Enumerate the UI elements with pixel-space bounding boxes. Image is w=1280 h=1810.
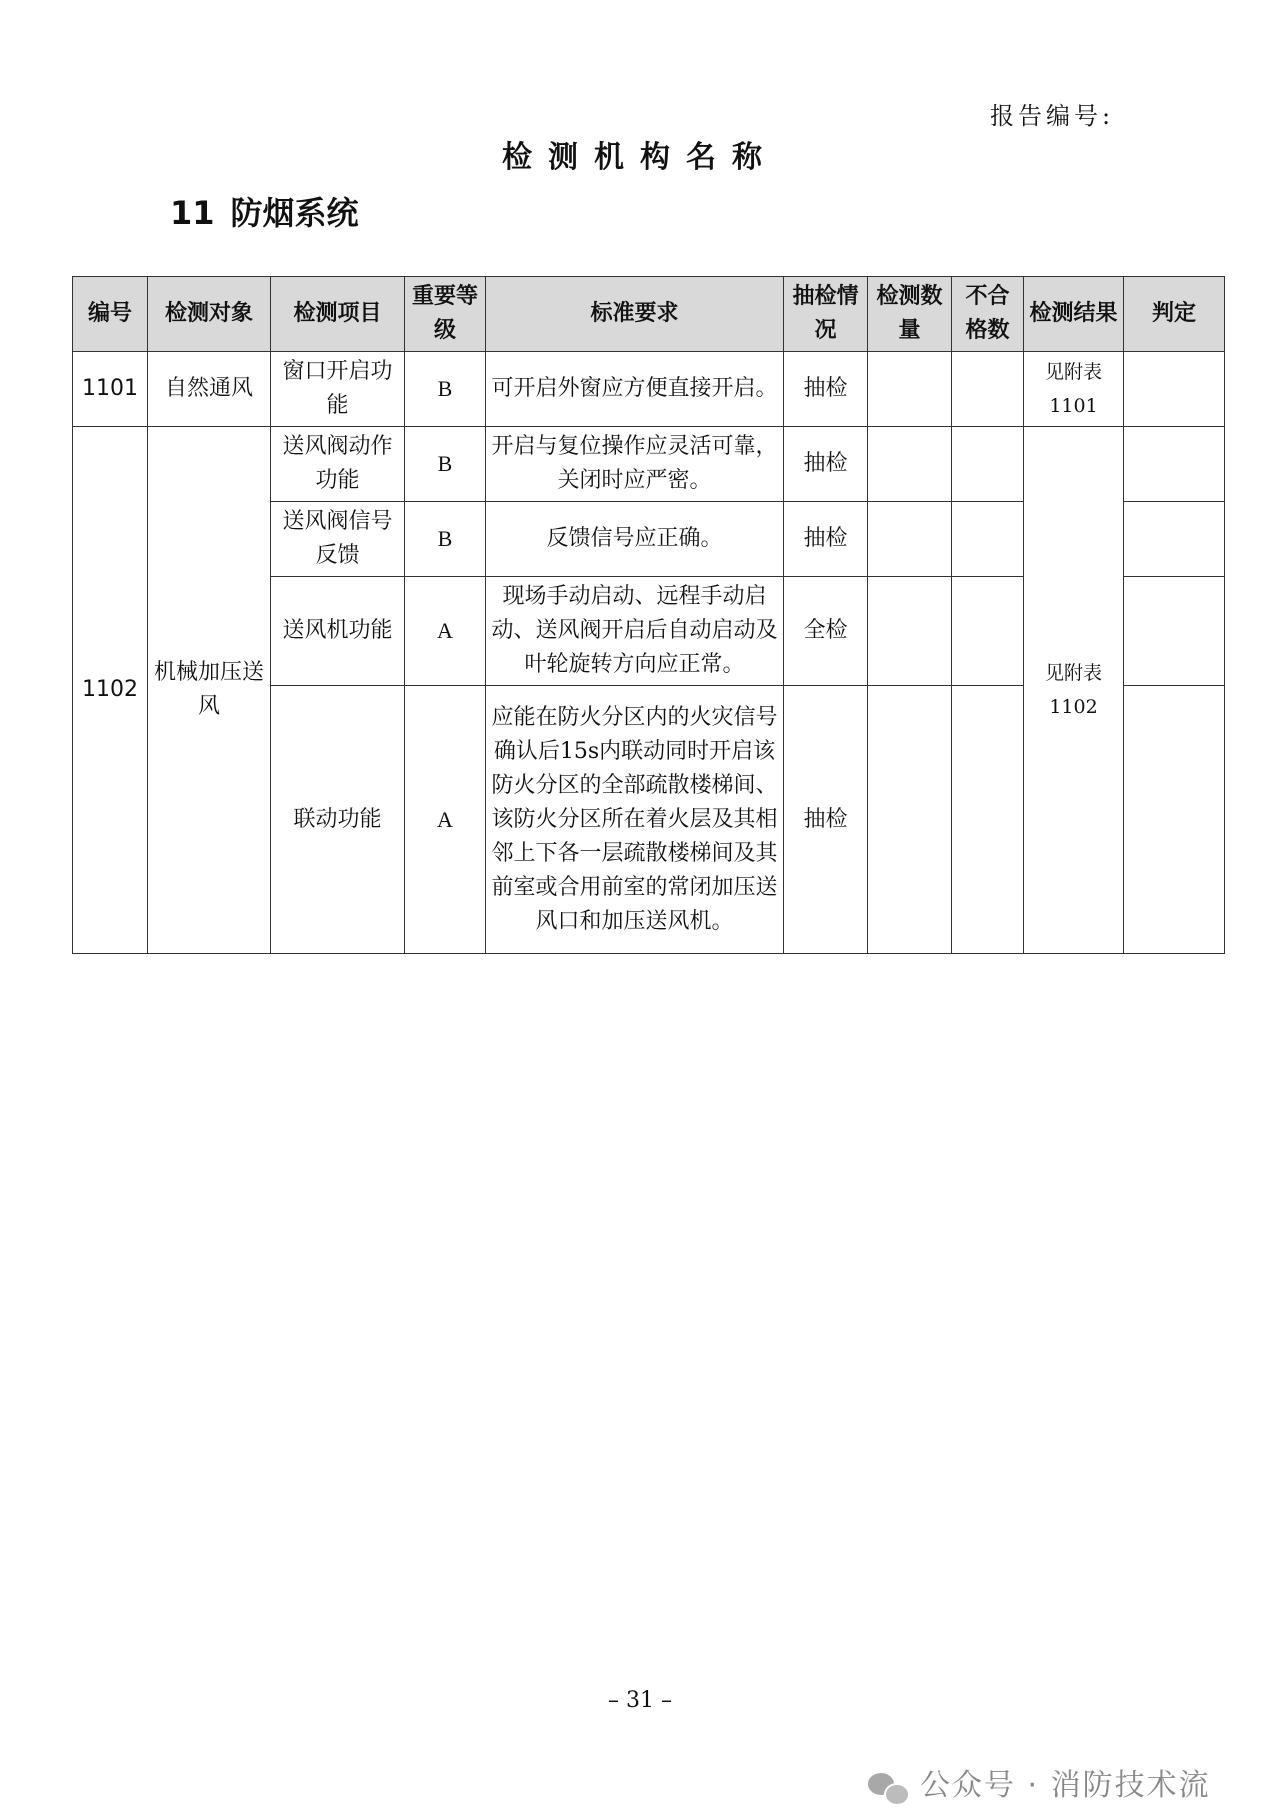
header-cell: 标准要求 [486,277,784,352]
count-cell [868,577,952,686]
section-name: 防烟系统 [230,194,359,232]
judgment-cell [1124,686,1225,954]
section-title [170,188,359,234]
sampling-cell: 抽检 [784,427,868,502]
watermark-text: 公众号 · 消防技术流 [920,1768,1211,1803]
page-number: – 31 – [608,1688,672,1713]
item-cell: 窗口开启功能 [271,352,405,427]
item-cell: 送风阀信号反馈 [271,502,405,577]
header-cell: 抽检情况 [784,277,868,352]
item-cell: 送风机功能 [271,577,405,686]
requirement-cell: 开启与复位操作应灵活可靠，关闭时应严密。 [486,427,784,502]
requirement-cell: 现场手动启动、远程手动启动、送风阀开启后自动启动及叶轮旋转方向应正常。 [486,577,784,686]
judgment-cell [1124,577,1225,686]
unqualified-cell [952,577,1024,686]
unqualified-cell [952,427,1024,502]
grade-cell: B [405,502,486,577]
result-cell: 见附表1102 [1024,427,1124,954]
organization-name: 检测机构名称 [502,140,778,175]
header-cell: 检测项目 [271,277,405,352]
grade-cell: B [405,352,486,427]
watermark [868,1760,1211,1804]
object-cell: 自然通风 [148,352,271,427]
section-number: 11 [170,194,215,232]
result-cell: 见附表1101 [1024,352,1124,427]
unqualified-cell [952,352,1024,427]
header-cell: 不合格数 [952,277,1024,352]
header-cell: 判定 [1124,277,1225,352]
table-header-row [73,277,1225,352]
sampling-cell: 抽检 [784,502,868,577]
code-cell: 1101 [73,352,148,427]
grade-cell: B [405,427,486,502]
item-cell: 送风阀动作功能 [271,427,405,502]
object-cell: 机械加压送风 [148,427,271,954]
grade-cell: A [405,577,486,686]
table-row [73,352,1225,427]
unqualified-cell [952,686,1024,954]
sampling-cell: 抽检 [784,686,868,954]
inspection-table [72,276,1225,954]
requirement-cell: 可开启外窗应方便直接开启。 [486,352,784,427]
header-cell: 检测对象 [148,277,271,352]
code-cell: 1102 [73,427,148,954]
judgment-cell [1124,502,1225,577]
header-cell: 检测数量 [868,277,952,352]
header-cell: 重要等级 [405,277,486,352]
judgment-cell [1124,352,1225,427]
count-cell [868,502,952,577]
count-cell [868,427,952,502]
header-cell: 编号 [73,277,148,352]
report-number-label: 报告编号: [990,102,1115,130]
grade-cell: A [405,686,486,954]
item-cell: 联动功能 [271,686,405,954]
wechat-icon [868,1771,908,1803]
judgment-cell [1124,427,1225,502]
requirement-cell: 反馈信号应正确。 [486,502,784,577]
unqualified-cell [952,502,1024,577]
table-row [73,427,1225,502]
sampling-cell: 抽检 [784,352,868,427]
requirement-cell: 应能在防火分区内的火灾信号确认后15s内联动同时开启该防火分区的全部疏散楼梯间、该防火分区所在着火层及其相邻上下各一层疏散楼梯间及其前室或合用前室的常闭加压送风口和加压送风机。 [486,686,784,954]
sampling-cell: 全检 [784,577,868,686]
header-cell: 检测结果 [1024,277,1124,352]
count-cell [868,686,952,954]
count-cell [868,352,952,427]
